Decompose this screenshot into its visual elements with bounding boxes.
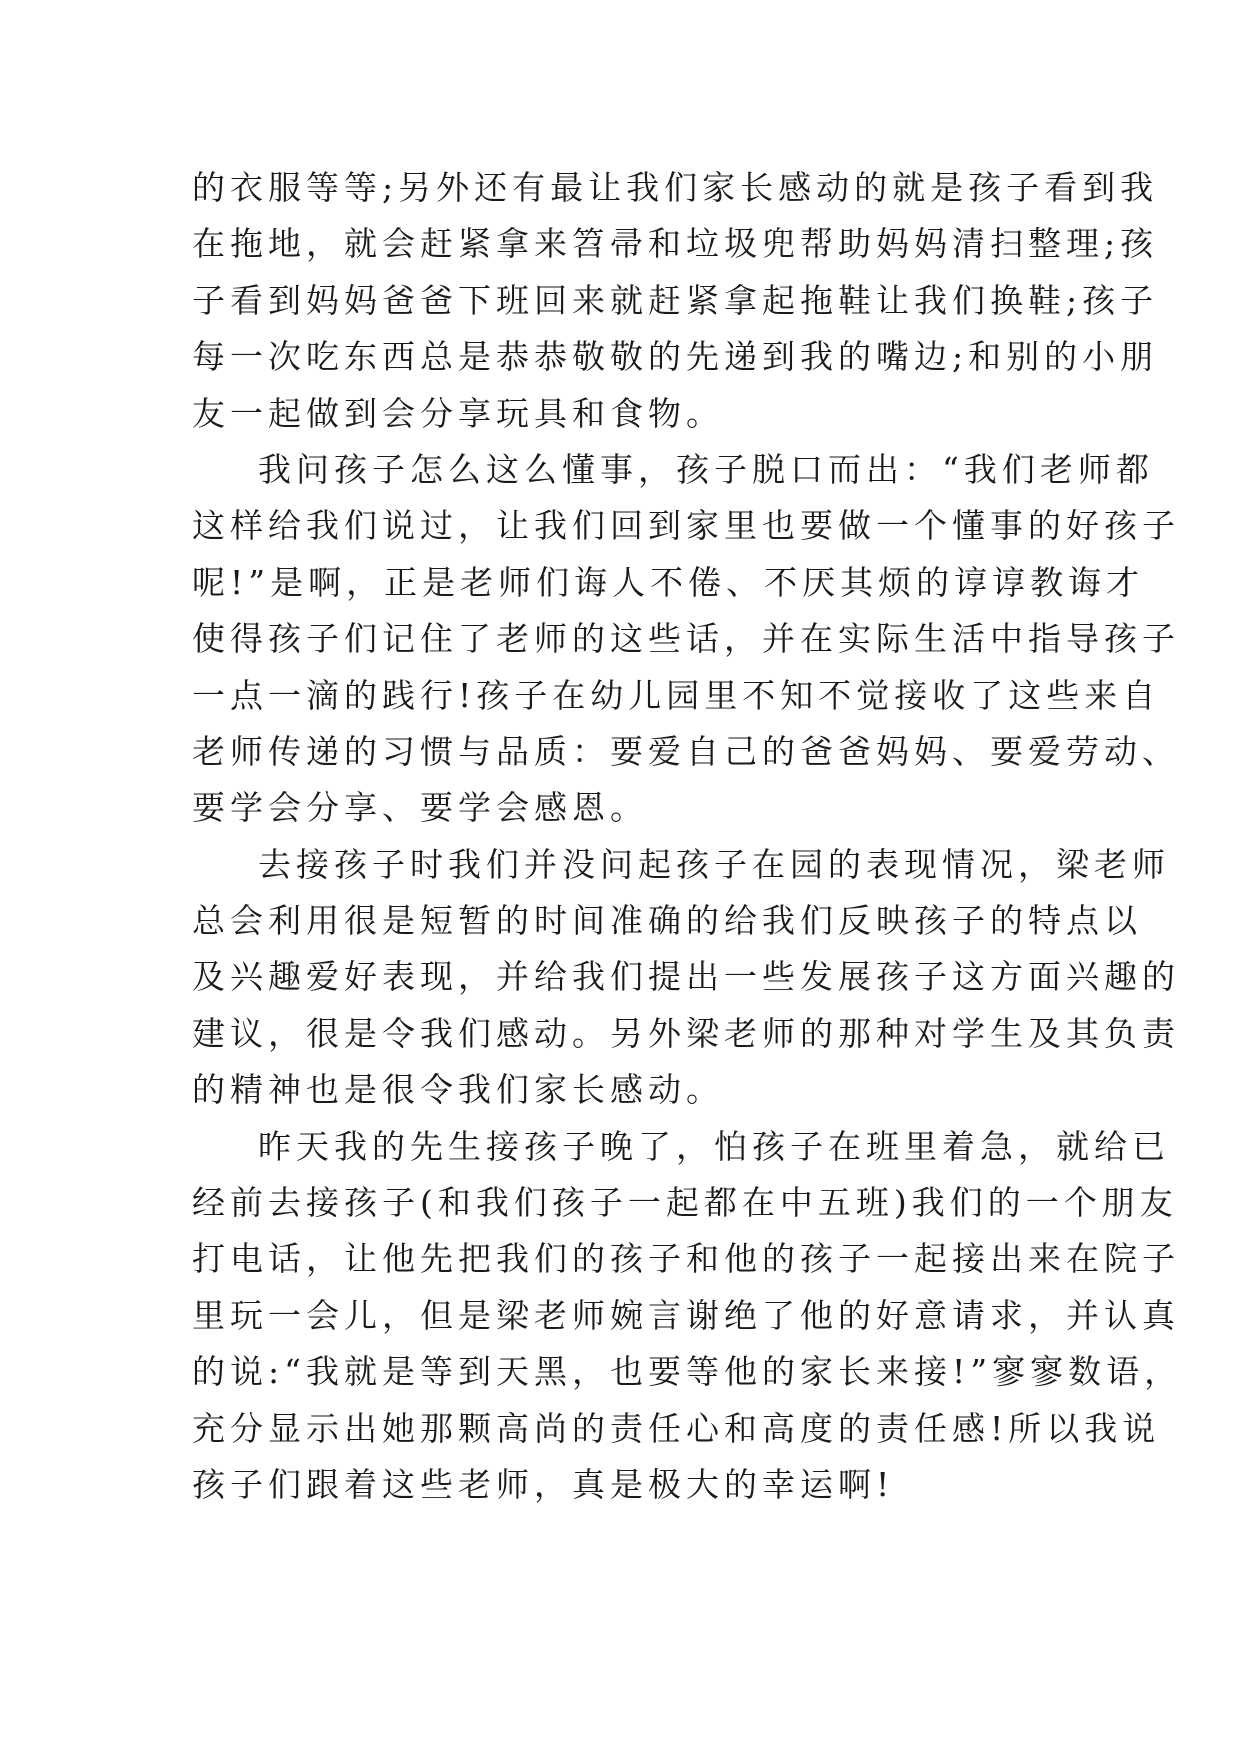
document-body: [192, 160, 1183, 1513]
text-line: 总会利用很是短暂的时间准确的给我们反映孩子的特点以: [192, 901, 1142, 941]
text-line: 孩子们跟着这些老师，真是极大的幸运啊!: [192, 1464, 895, 1504]
text-line: 经前去接孩子(和我们孩子一起都在中五班)我们的一个朋友: [192, 1183, 1178, 1223]
text-line: 要学会分享、要学会感恩。: [192, 788, 648, 828]
text-line: 的说:“我就是等到天黑，也要等他的家长来接!”寥寥数语，: [192, 1352, 1183, 1392]
text-line: 里玩一会儿，但是梁老师婉言谢绝了他的好意请求，并认真: [192, 1295, 1180, 1335]
text-line: 呢!”是啊，正是老师们诲人不倦、不厌其烦的谆谆教诲才: [192, 562, 1145, 602]
text-line: 充分显示出她那颗高尚的责任心和高度的责任感!所以我说: [192, 1408, 1161, 1448]
text-line: 及兴趣爱好表现，并给我们提出一些发展孩子这方面兴趣的: [192, 957, 1180, 997]
text-line: 在拖地，就会赶紧拿来笤帚和垃圾兜帮助妈妈清扫整理;孩: [192, 224, 1159, 264]
paragraph-start-line: 我问孩子怎么这么懂事，孩子脱口而出：“我们老师都: [258, 449, 1154, 489]
text-line: 打电话，让他先把我们的孩子和他的孩子一起接出来在院子: [192, 1239, 1180, 1279]
text-line: 每一次吃东西总是恭恭敬敬的先递到我的嘴边;和别的小朋: [192, 337, 1159, 377]
text-line: 这样给我们说过，让我们回到家里也要做一个懂事的好孩子: [192, 506, 1180, 546]
text-line: 老师传递的习惯与品质：要爱自己的爸爸妈妈、要爱劳动、: [192, 731, 1180, 771]
text-line: 建议，很是令我们感动。另外梁老师的那种对学生及其负责: [192, 1013, 1180, 1053]
text-line: 的衣服等等;另外还有最让我们家长感动的就是孩子看到我: [192, 168, 1159, 207]
paragraph-start-line: 昨天我的先生接孩子晚了，怕孩子在班里着急，就给已: [258, 1126, 1170, 1166]
text-line: 使得孩子们记住了老师的这些话，并在实际生活中指导孩子: [192, 619, 1180, 659]
paragraph-start-line: 去接孩子时我们并没问起孩子在园的表现情况，梁老师: [258, 844, 1170, 884]
text-line: 一点一滴的践行!孩子在幼儿园里不知不觉接收了这些来自: [192, 675, 1161, 715]
text-line: 的精神也是很令我们家长感动。: [192, 1070, 724, 1110]
text-line: 友一起做到会分享玩具和食物。: [192, 393, 724, 433]
text-line: 子看到妈妈爸爸下班回来就赶紧拿起拖鞋让我们换鞋;孩子: [192, 280, 1159, 320]
